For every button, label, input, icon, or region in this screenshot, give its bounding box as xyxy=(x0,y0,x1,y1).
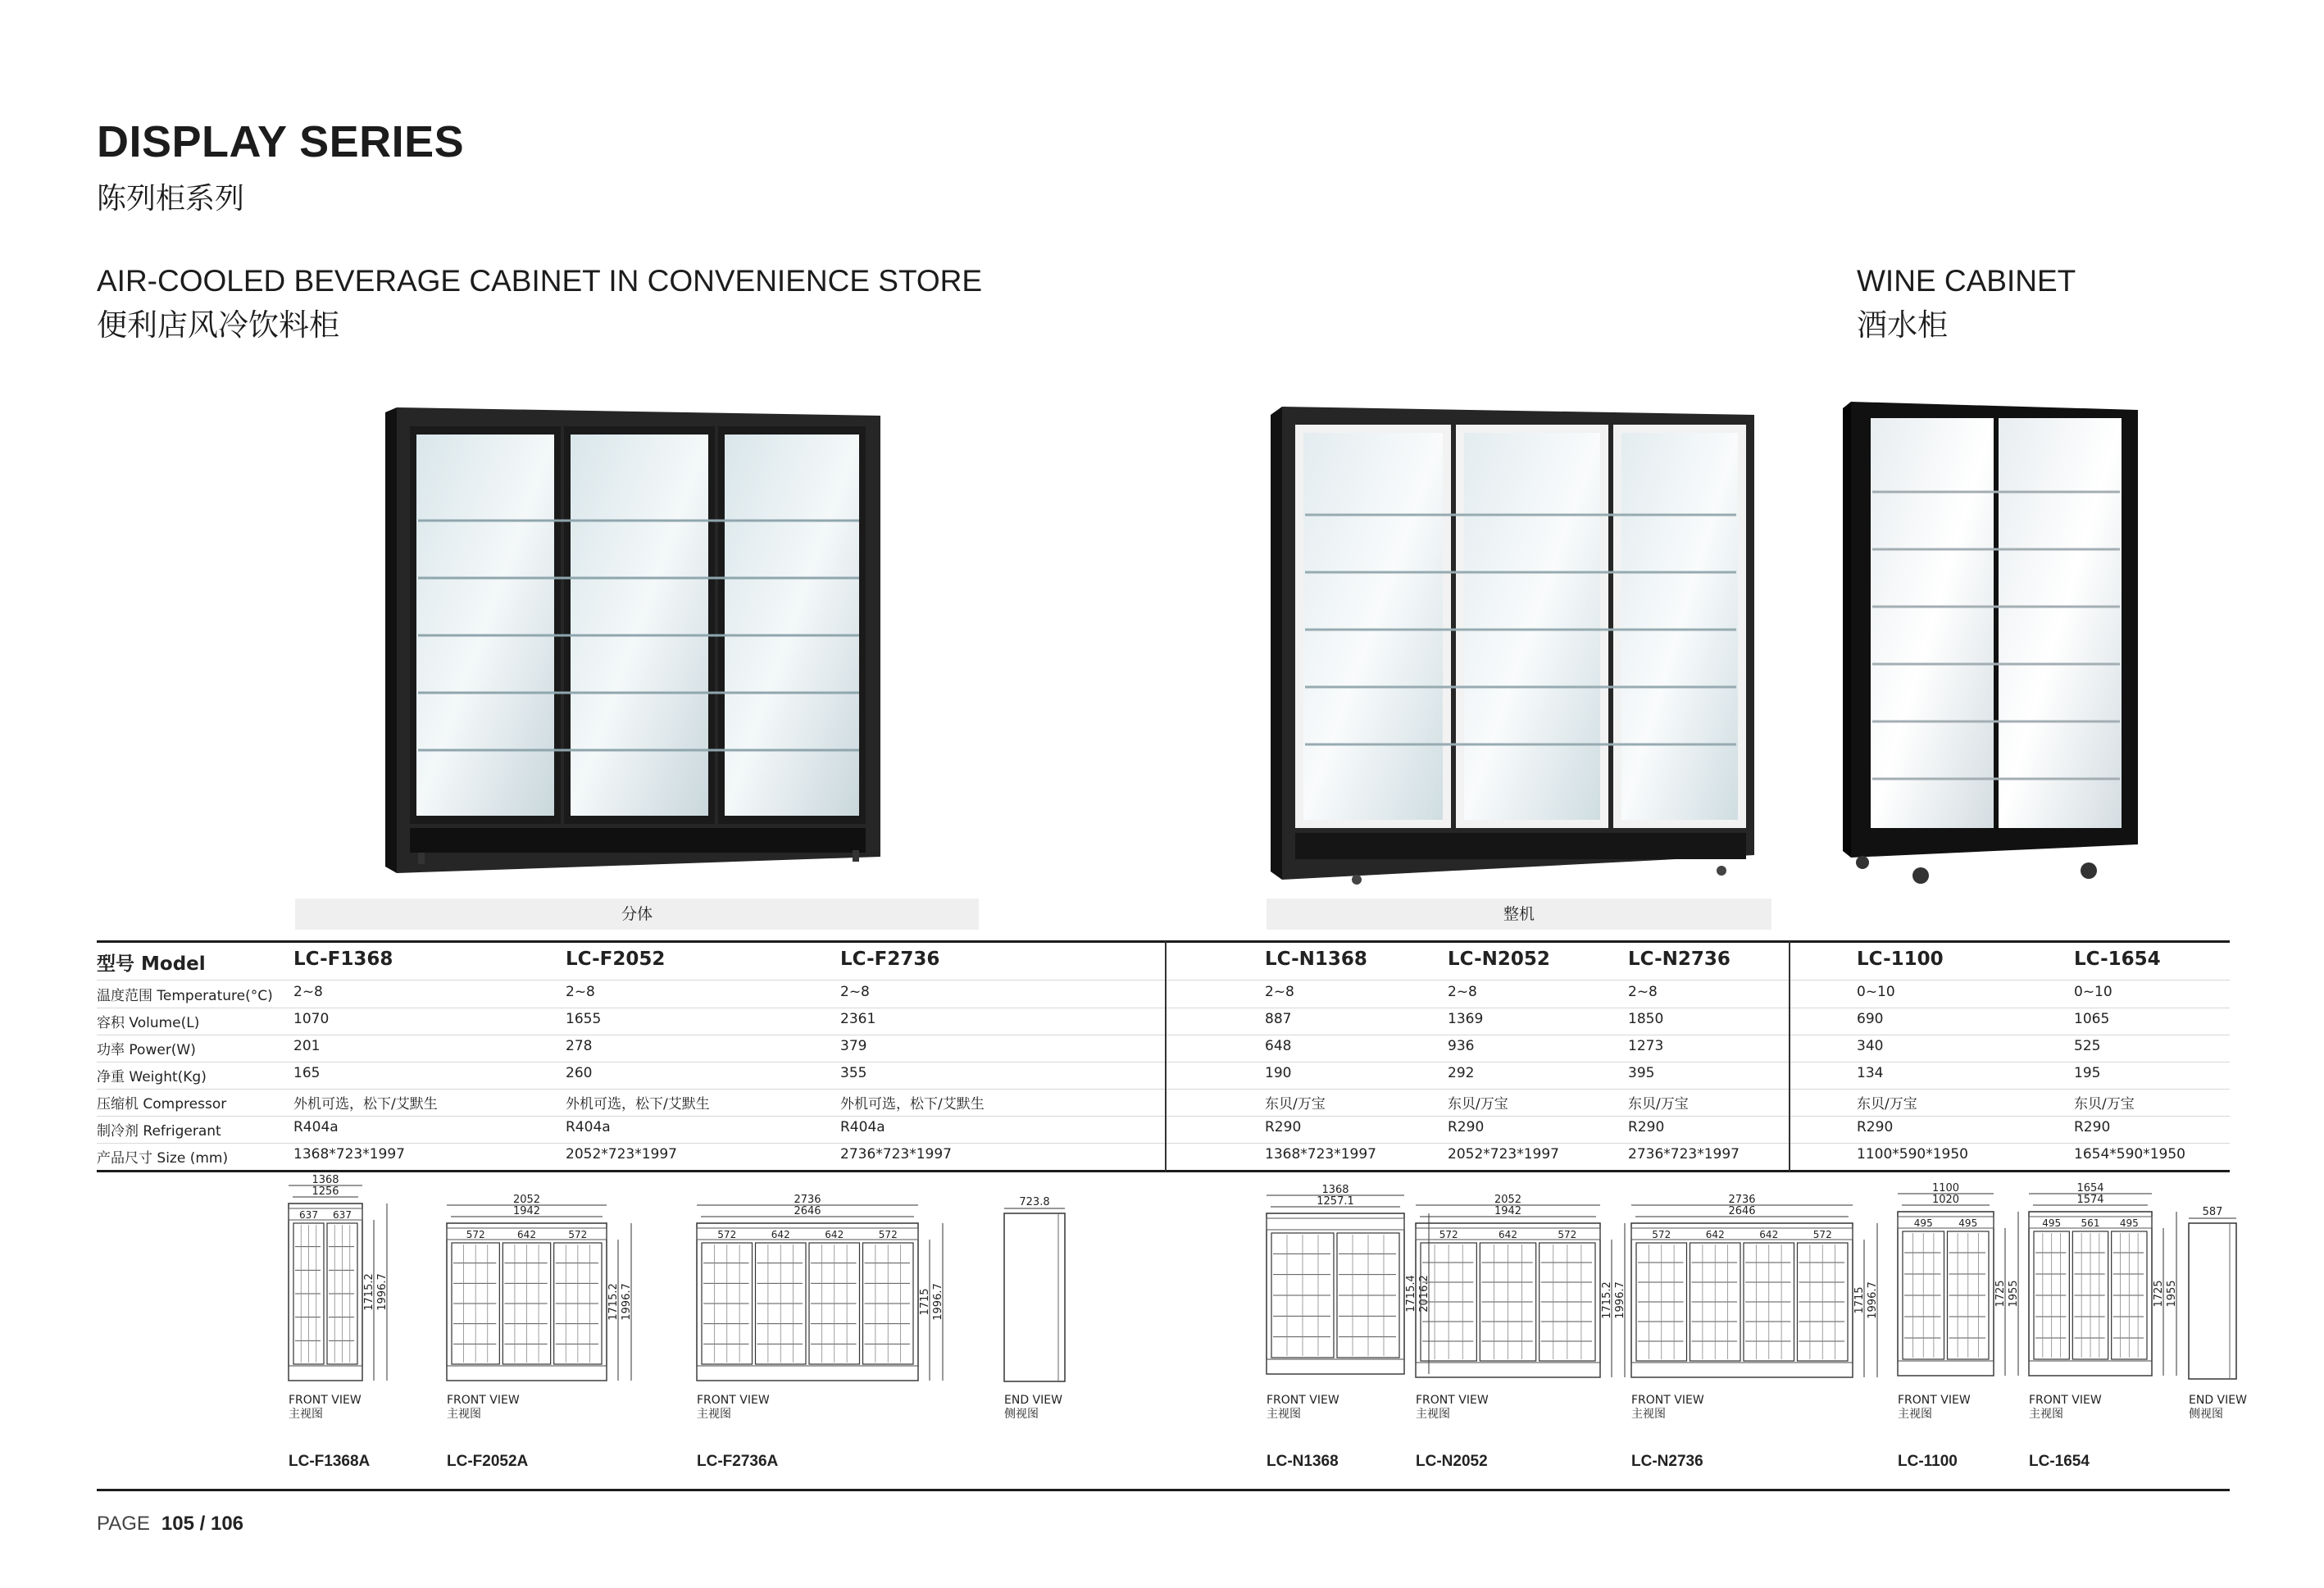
cell-volume: 1850 xyxy=(1628,1011,1664,1027)
page-title-cn: 陈列柜系列 xyxy=(97,182,245,216)
cell-model: LC-F2052 xyxy=(566,949,666,970)
view-label-cn: 主视图 xyxy=(447,1408,481,1421)
view-label-en: FRONT VIEW xyxy=(1416,1394,1489,1407)
view-label-en: FRONT VIEW xyxy=(2029,1394,2102,1407)
cell-compressor: 外机可选，松下/艾默生 xyxy=(566,1096,710,1113)
cell-temperature: 2~8 xyxy=(1265,984,1294,1000)
cell-weight: 292 xyxy=(1448,1065,1475,1081)
row-label-model: 型号 Model xyxy=(97,953,206,975)
row-label-compressor: 压缩机 Compressor xyxy=(97,1096,227,1113)
cell-temperature: 2~8 xyxy=(293,984,323,1000)
group-label-integral: 整机 xyxy=(1267,899,1771,930)
dimension-label: 642 xyxy=(1705,1229,1725,1240)
view-label-cn: 主视图 xyxy=(1898,1408,1932,1421)
dimension-label: 1996.7 xyxy=(932,1283,944,1321)
cell-volume: 887 xyxy=(1265,1011,1292,1027)
drawing-front-view xyxy=(2022,1184,2194,1381)
cell-refrigerant: R290 xyxy=(1857,1119,1894,1135)
cell-temperature: 0~10 xyxy=(2074,984,2113,1000)
beverage-section-title: AIR-COOLED BEVERAGE CABINET IN CONVENIENCE STORE xyxy=(97,264,983,298)
front-view-label xyxy=(289,1394,362,1422)
cell-compressor: 东贝/万宝 xyxy=(1448,1096,1508,1113)
dimension-label: 1020 xyxy=(1931,1194,1960,1206)
dimension-label: 637 xyxy=(299,1209,318,1221)
cell-volume: 690 xyxy=(1857,1011,1884,1027)
cell-volume: 1655 xyxy=(566,1011,602,1027)
dimension-label: 1574 xyxy=(2076,1194,2104,1206)
cell-size: 1368*723*1997 xyxy=(293,1146,405,1163)
dimension-label: 1955 xyxy=(2166,1280,2178,1308)
wine-section-title-cn: 酒水柜 xyxy=(1857,307,1948,343)
cell-power: 525 xyxy=(2074,1038,2101,1054)
view-label-cn: 侧视图 xyxy=(2189,1408,2223,1421)
cell-temperature: 2~8 xyxy=(1628,984,1658,1000)
cell-power: 1273 xyxy=(1628,1038,1664,1054)
dimension-label: 572 xyxy=(466,1229,485,1240)
cell-weight: 165 xyxy=(293,1065,321,1081)
dimension-label: 637 xyxy=(333,1209,352,1221)
view-label-cn: 主视图 xyxy=(2029,1408,2063,1421)
cell-model: LC-N2736 xyxy=(1628,949,1730,970)
row-label-weight: 净重 Weight(Kg) xyxy=(97,1069,207,1085)
row-label-power: 功率 Power(W) xyxy=(97,1042,196,1058)
row-label-temperature: 温度范围 Temperature(°C) xyxy=(97,988,273,1004)
group-label-split: 分体 xyxy=(295,899,979,930)
cell-power: 936 xyxy=(1448,1038,1475,1054)
drawing-front-view xyxy=(1891,1184,2036,1381)
cell-size: 2052*723*1997 xyxy=(1448,1146,1559,1163)
product-image-integral-3door xyxy=(1271,400,1762,888)
cell-temperature: 2~8 xyxy=(840,984,870,1000)
dimension-label: 1654 xyxy=(2076,1182,2104,1194)
cell-volume: 1369 xyxy=(1448,1011,1484,1027)
view-label-en: FRONT VIEW xyxy=(697,1394,770,1407)
drawing-front-view xyxy=(1409,1195,1643,1382)
beverage-section-title-cn: 便利店风冷饮料柜 xyxy=(97,307,339,343)
drawing-model-label: LC-1654 xyxy=(2029,1453,2090,1470)
dimension-label: 2052 xyxy=(1494,1194,1522,1206)
cell-temperature: 2~8 xyxy=(566,984,595,1000)
dimension-label: 2052 xyxy=(512,1194,541,1206)
drawing-model-label: LC-F1368A xyxy=(289,1453,371,1470)
front-view-label xyxy=(447,1394,520,1422)
front-view-label xyxy=(1898,1394,1971,1422)
dimension-label: 572 xyxy=(717,1229,737,1240)
dimension-label: 1715.2 xyxy=(607,1283,620,1321)
cell-size: 2736*723*1997 xyxy=(1628,1146,1740,1163)
cell-compressor: 外机可选，松下/艾默生 xyxy=(840,1096,985,1113)
dimension-label: 1996.7 xyxy=(621,1283,633,1321)
cell-model: LC-1100 xyxy=(1857,949,1944,970)
row-divider xyxy=(97,980,2230,981)
cell-weight: 190 xyxy=(1265,1065,1292,1081)
drawing-model-label: LC-F2052A xyxy=(447,1453,529,1470)
dimension-label: 2646 xyxy=(794,1205,821,1217)
table-bottom-rule xyxy=(97,1170,2230,1172)
cell-compressor: 东贝/万宝 xyxy=(1857,1096,1917,1113)
cell-size: 2736*723*1997 xyxy=(840,1146,952,1163)
dimension-label: 1942 xyxy=(1494,1205,1522,1217)
row-label-volume: 容积 Volume(L) xyxy=(97,1015,200,1031)
footer-rule xyxy=(97,1489,2230,1491)
dimension-label: 1955 xyxy=(2008,1280,2020,1308)
page-footer xyxy=(97,1513,243,1536)
end-view-label xyxy=(2189,1394,2247,1422)
drawing-front-view xyxy=(1625,1195,1895,1382)
dimension-label: 642 xyxy=(1759,1229,1779,1240)
view-label-en: END VIEW xyxy=(2189,1394,2247,1407)
drawing-front-view xyxy=(282,1176,405,1386)
cell-compressor: 外机可选，松下/艾默生 xyxy=(293,1096,438,1113)
cell-refrigerant: R404a xyxy=(566,1119,611,1135)
view-label-cn: 主视图 xyxy=(1631,1408,1666,1421)
drawing-model-label: LC-N2736 xyxy=(1631,1453,1703,1470)
view-label-en: FRONT VIEW xyxy=(1631,1394,1704,1407)
view-label-en: END VIEW xyxy=(1004,1394,1062,1407)
dimension-label: 572 xyxy=(1812,1229,1832,1240)
dimension-label: 1100 xyxy=(1931,1182,1960,1194)
dimension-label: 572 xyxy=(1652,1229,1671,1240)
cell-volume: 1065 xyxy=(2074,1011,2110,1027)
cell-power: 278 xyxy=(566,1038,593,1054)
dimension-label: 1715 xyxy=(1853,1286,1866,1314)
dimension-label: 572 xyxy=(1439,1229,1458,1240)
dimension-label: 1725 xyxy=(2153,1280,2165,1308)
cell-model: LC-1654 xyxy=(2074,949,2161,970)
cell-model: LC-F2736 xyxy=(840,949,940,970)
dimension-label: 1715.2 xyxy=(1601,1281,1613,1319)
product-image-wine-cabinet xyxy=(1843,402,2146,890)
cell-weight: 260 xyxy=(566,1065,593,1081)
dimension-label: 2016.2 xyxy=(1418,1275,1430,1313)
dimension-label: 1715 xyxy=(919,1288,931,1316)
cell-weight: 195 xyxy=(2074,1065,2101,1081)
view-label-en: FRONT VIEW xyxy=(447,1394,520,1407)
front-view-label xyxy=(697,1394,770,1422)
view-label-en: FRONT VIEW xyxy=(289,1394,362,1407)
drawing-front-view xyxy=(440,1195,649,1386)
group-divider xyxy=(1165,941,1167,1172)
drawing-front-view xyxy=(690,1195,961,1386)
cell-compressor: 东贝/万宝 xyxy=(2074,1096,2135,1113)
dimension-label: 572 xyxy=(568,1229,588,1240)
dimension-label: 1996.7 xyxy=(376,1273,389,1311)
cell-volume: 2361 xyxy=(840,1011,876,1027)
dimension-label: 2736 xyxy=(794,1194,821,1206)
dimension-label: 642 xyxy=(825,1229,844,1240)
dimension-label: 495 xyxy=(1913,1217,1933,1229)
cell-power: 201 xyxy=(293,1038,321,1054)
drawing-model-label: LC-1100 xyxy=(1898,1453,1958,1470)
cell-model: LC-N1368 xyxy=(1265,949,1367,970)
cell-weight: 134 xyxy=(1857,1065,1884,1081)
drawing-model-label: LC-N2052 xyxy=(1416,1453,1488,1470)
cell-weight: 355 xyxy=(840,1065,867,1081)
drawing-model-label: LC-N1368 xyxy=(1267,1453,1339,1470)
drawing-end-view xyxy=(998,1185,1107,1386)
cell-size: 1368*723*1997 xyxy=(1265,1146,1376,1163)
view-label-cn: 主视图 xyxy=(289,1408,323,1421)
dimension-label: 1256 xyxy=(312,1185,339,1198)
cell-refrigerant: R290 xyxy=(1628,1119,1665,1135)
row-divider xyxy=(97,1089,2230,1090)
cell-power: 340 xyxy=(1857,1038,1884,1054)
product-image-split-3door xyxy=(385,398,894,890)
drawing-end-view xyxy=(2182,1195,2279,1384)
cell-size: 2052*723*1997 xyxy=(566,1146,677,1163)
cell-volume: 1070 xyxy=(293,1011,330,1027)
view-label-cn: 主视图 xyxy=(1267,1408,1301,1421)
cell-power: 648 xyxy=(1265,1038,1292,1054)
cell-compressor: 东贝/万宝 xyxy=(1265,1096,1326,1113)
view-label-cn: 主视图 xyxy=(1416,1408,1450,1421)
cell-refrigerant: R404a xyxy=(293,1119,339,1135)
end-view-label xyxy=(1004,1394,1062,1422)
dimension-label: 587 xyxy=(2202,1206,2223,1218)
dimension-label: 495 xyxy=(1958,1217,1978,1229)
drawing-model-label: LC-F2736A xyxy=(697,1453,779,1470)
dimension-label: 1715.4 xyxy=(1405,1275,1417,1313)
page-number: 105 / 106 xyxy=(161,1513,244,1535)
cell-refrigerant: R290 xyxy=(2074,1119,2111,1135)
front-view-label xyxy=(1631,1394,1704,1422)
front-view-label xyxy=(1267,1394,1339,1422)
dimension-label: 495 xyxy=(2042,1217,2062,1229)
row-label-size: 产品尺寸 Size (mm) xyxy=(97,1150,229,1167)
table-top-rule xyxy=(97,940,2230,943)
dimension-label: 2646 xyxy=(1728,1205,1756,1217)
dimension-label: 1996.7 xyxy=(1614,1281,1626,1319)
dimension-label: 1368 xyxy=(312,1174,339,1186)
cell-temperature: 2~8 xyxy=(1448,984,1477,1000)
cell-size: 1654*590*1950 xyxy=(2074,1146,2185,1163)
dimension-label: 1257.1 xyxy=(1317,1195,1354,1208)
dimension-label: 572 xyxy=(1558,1229,1577,1240)
dimension-label: 642 xyxy=(517,1229,536,1240)
view-label-cn: 侧视图 xyxy=(1004,1408,1039,1421)
view-label-en: FRONT VIEW xyxy=(1267,1394,1339,1407)
dimension-label: 1942 xyxy=(512,1205,541,1217)
view-label-en: FRONT VIEW xyxy=(1898,1394,1971,1407)
dimension-label: 723.8 xyxy=(1019,1196,1050,1208)
cell-refrigerant: R290 xyxy=(1448,1119,1485,1135)
cell-power: 379 xyxy=(840,1038,867,1054)
row-divider xyxy=(97,1143,2230,1144)
cell-weight: 395 xyxy=(1628,1065,1655,1081)
front-view-label xyxy=(1416,1394,1489,1422)
cell-compressor: 东贝/万宝 xyxy=(1628,1096,1689,1113)
view-label-cn: 主视图 xyxy=(697,1408,731,1421)
dimension-label: 2736 xyxy=(1728,1194,1756,1206)
wine-section-title: WINE CABINET xyxy=(1857,264,2076,298)
page-title: DISPLAY SERIES xyxy=(97,117,465,166)
row-label-refrigerant: 制冷剂 Refrigerant xyxy=(97,1123,221,1140)
page-label: PAGE xyxy=(97,1513,150,1535)
cell-size: 1100*590*1950 xyxy=(1857,1146,1968,1163)
dimension-label: 642 xyxy=(1499,1229,1517,1240)
cell-refrigerant: R404a xyxy=(840,1119,885,1135)
cell-refrigerant: R290 xyxy=(1265,1119,1302,1135)
dimension-label: 561 xyxy=(2081,1217,2100,1229)
dimension-label: 1368 xyxy=(1321,1184,1349,1196)
cell-model: LC-F1368 xyxy=(293,949,393,970)
cell-model: LC-N2052 xyxy=(1448,949,1550,970)
dimension-label: 1715.2 xyxy=(363,1273,375,1311)
row-divider xyxy=(97,1116,2230,1117)
dimension-label: 1725 xyxy=(1994,1280,2007,1308)
dimension-label: 572 xyxy=(878,1229,898,1240)
dimension-label: 495 xyxy=(2119,1217,2139,1229)
dimension-label: 1996.7 xyxy=(1867,1281,1879,1319)
cell-temperature: 0~10 xyxy=(1857,984,1895,1000)
front-view-label xyxy=(2029,1394,2102,1422)
group-divider xyxy=(1789,941,1790,1172)
dimension-label: 642 xyxy=(771,1229,790,1240)
